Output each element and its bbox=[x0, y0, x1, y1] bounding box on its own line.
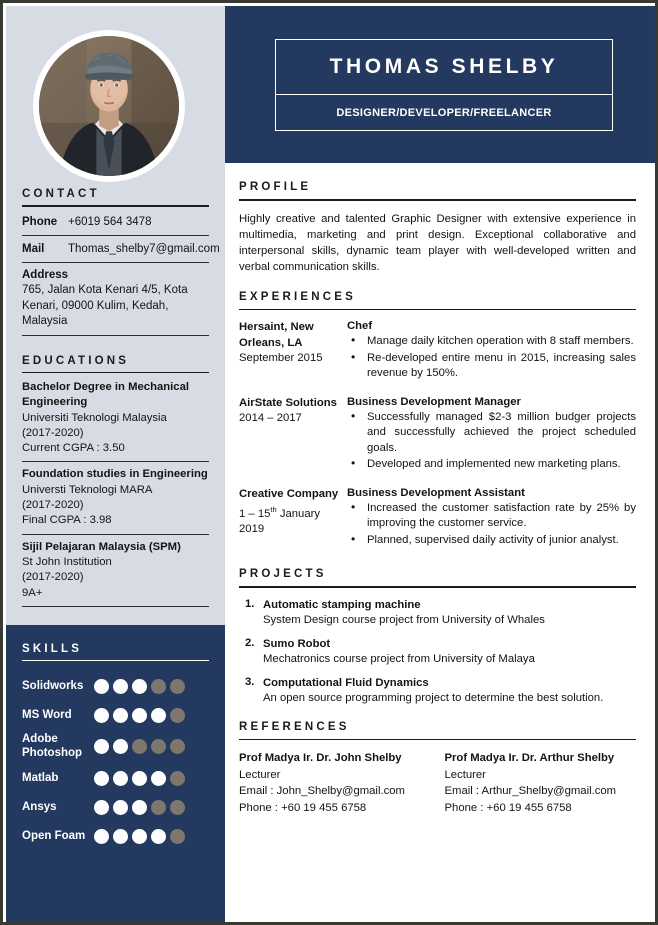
experience-company: Hersaint, New Orleans, LA bbox=[239, 321, 314, 349]
experience-item bbox=[239, 396, 636, 474]
main-content bbox=[225, 163, 658, 816]
skill-label: Solidworks bbox=[22, 679, 84, 692]
education-item bbox=[6, 540, 225, 601]
skill-dot bbox=[170, 708, 185, 723]
project-item bbox=[239, 637, 636, 668]
skills-panel bbox=[6, 625, 225, 925]
reference-item bbox=[445, 750, 637, 816]
skill-dot bbox=[113, 679, 128, 694]
reference-email: Email : John_Shelby@gmail.com bbox=[239, 785, 405, 798]
projects-divider bbox=[239, 586, 636, 588]
educations-heading: EDUCATIONS bbox=[22, 354, 130, 367]
job-role: DESIGNER/DEVELOPER/FREELANCER bbox=[336, 107, 552, 119]
mail-label: Mail bbox=[22, 242, 45, 255]
experience-item bbox=[239, 320, 636, 383]
education-title: Bachelor Degree in Mechanical Engineering bbox=[22, 381, 190, 409]
address-line-2: Kenari, 09000 Kulim, Kedah, Malaysia bbox=[22, 299, 169, 327]
contact-phone-row bbox=[6, 214, 225, 230]
project-number: 1. bbox=[245, 597, 255, 610]
experiences-divider bbox=[239, 309, 636, 311]
experience-bullet: • Re-developed entire menu in 2015, increasing sales revenue by 150%. bbox=[347, 351, 636, 382]
skill-label: Open Foam bbox=[22, 829, 86, 842]
skill-row bbox=[6, 704, 225, 726]
phone-value: +6019 564 3478 bbox=[68, 215, 152, 228]
skill-rating bbox=[94, 800, 185, 815]
education-title: Foundation studies in Engineering bbox=[22, 468, 208, 481]
contact-divider-2 bbox=[22, 262, 209, 263]
project-description: An open source programming project to determine the best solution. bbox=[263, 692, 604, 705]
contact-divider-3 bbox=[22, 335, 209, 336]
skill-dot bbox=[132, 800, 147, 815]
project-title: Automatic stamping machine bbox=[263, 598, 421, 611]
education-item bbox=[6, 380, 225, 456]
contact-divider-1 bbox=[22, 235, 209, 236]
education-school: Universiti Teknologi Malaysia bbox=[22, 411, 167, 424]
skill-dot bbox=[113, 708, 128, 723]
contact-divider bbox=[22, 205, 209, 207]
experience-bullets bbox=[347, 334, 636, 382]
skill-dot bbox=[151, 800, 166, 815]
skill-dot bbox=[170, 829, 185, 844]
experiences-heading: EXPERIENCES bbox=[239, 290, 357, 303]
skill-row bbox=[6, 767, 225, 789]
experience-bullets bbox=[347, 501, 636, 549]
skill-dot bbox=[170, 800, 185, 815]
profile-divider bbox=[239, 199, 636, 201]
reference-name: Prof Madya Ir. Dr. Arthur Shelby bbox=[444, 752, 615, 765]
skills-list bbox=[6, 675, 225, 847]
skill-dot bbox=[132, 739, 147, 754]
education-grade: 9A+ bbox=[22, 586, 43, 599]
skill-dot bbox=[132, 679, 147, 694]
reference-role: Lecturer bbox=[444, 768, 486, 781]
experience-bullets bbox=[347, 410, 636, 473]
skill-row bbox=[6, 796, 225, 818]
mail-value: Thomas_shelby7@gmail.com bbox=[68, 242, 220, 255]
reference-email: Email : Arthur_Shelby@gmail.com bbox=[444, 785, 617, 798]
education-divider-1 bbox=[22, 461, 209, 462]
skill-dot bbox=[94, 829, 109, 844]
skill-row bbox=[6, 825, 225, 847]
skill-dot bbox=[94, 800, 109, 815]
experience-title: Chef bbox=[347, 320, 373, 333]
experience-dates: 1 – 15th January 2019 bbox=[239, 505, 321, 536]
portrait-illustration bbox=[39, 36, 179, 176]
reference-role: Lecturer bbox=[239, 768, 281, 781]
education-divider-3 bbox=[22, 606, 209, 607]
experience-title: Business Development Assistant bbox=[347, 486, 525, 499]
avatar bbox=[33, 30, 185, 182]
contact-address-row bbox=[6, 268, 225, 330]
skill-dot bbox=[170, 771, 185, 786]
skill-dot bbox=[151, 708, 166, 723]
project-number: 3. bbox=[245, 675, 255, 688]
skill-label: MS Word bbox=[22, 708, 72, 721]
education-years: (2017-2020) bbox=[22, 426, 84, 439]
experience-meta bbox=[239, 487, 347, 550]
header-banner bbox=[225, 6, 658, 163]
skill-dot bbox=[151, 829, 166, 844]
education-school: Universti Teknologi MARA bbox=[22, 483, 153, 496]
address-line-1: 765, Jalan Kota Kenari 4/5, Kota bbox=[22, 284, 188, 296]
education-divider-2 bbox=[22, 534, 209, 535]
project-body bbox=[263, 676, 636, 707]
project-body bbox=[263, 637, 636, 668]
address-label: Address bbox=[22, 268, 69, 281]
experience-bullet: • Planned, supervised daily activity of junior analyst. bbox=[347, 533, 636, 549]
skill-rating bbox=[94, 739, 185, 754]
project-description: System Design course project from University of Whales bbox=[263, 614, 545, 627]
experience-body bbox=[347, 487, 636, 550]
education-grade: Current CGPA : 3.50 bbox=[22, 442, 125, 455]
experience-dates: 2014 – 2017 bbox=[239, 412, 302, 425]
skill-dot bbox=[170, 739, 185, 754]
experience-body bbox=[347, 320, 636, 383]
skills-divider bbox=[22, 660, 209, 661]
education-years: (2017-2020) bbox=[22, 499, 84, 512]
skill-dot bbox=[170, 679, 185, 694]
skill-dot bbox=[94, 679, 109, 694]
profile-text: Highly creative and talented Graphic Designer with extensive experience in multimedia, marketing and print design. Exceptional collaborative and interpersonal skills, dynamic team player with well-developed written and verbal communication skills. bbox=[239, 212, 636, 273]
phone-label: Phone bbox=[22, 215, 58, 228]
skill-dot bbox=[94, 771, 109, 786]
references-heading: REFERENCES bbox=[239, 720, 350, 733]
experience-title: Business Development Manager bbox=[347, 395, 521, 408]
skill-dot bbox=[151, 739, 166, 754]
skill-dot bbox=[132, 829, 147, 844]
skill-dot bbox=[113, 829, 128, 844]
projects-heading: PROJECTS bbox=[239, 568, 327, 581]
references-list bbox=[239, 750, 636, 816]
education-item bbox=[6, 467, 225, 528]
experience-company: AirState Solutions bbox=[239, 396, 337, 409]
experience-meta bbox=[239, 320, 347, 383]
contact-mail-row bbox=[6, 241, 225, 257]
skill-row bbox=[6, 675, 225, 697]
reference-item bbox=[239, 750, 431, 816]
project-title: Sumo Robot bbox=[263, 637, 331, 650]
skill-dot bbox=[132, 708, 147, 723]
skill-dot bbox=[132, 771, 147, 786]
experience-bullet: • Manage daily kitchen operation with 8 staff members. bbox=[347, 334, 636, 350]
skill-dot bbox=[113, 771, 128, 786]
experience-meta bbox=[239, 396, 347, 474]
reference-name: Prof Madya Ir. Dr. John Shelby bbox=[239, 752, 402, 765]
project-body bbox=[263, 598, 636, 629]
contact-heading: CONTACT bbox=[22, 188, 100, 200]
projects-list bbox=[239, 598, 636, 707]
experience-item bbox=[239, 487, 636, 550]
skill-rating bbox=[94, 829, 185, 844]
page-title: THOMAS SHELBY bbox=[276, 40, 612, 95]
skill-dot bbox=[94, 739, 109, 754]
profile-heading: PROFILE bbox=[239, 181, 312, 193]
skill-rating bbox=[94, 679, 185, 694]
skill-rating bbox=[94, 771, 185, 786]
skill-dot bbox=[94, 708, 109, 723]
skill-dot bbox=[113, 739, 128, 754]
reference-phone: Phone : +60 19 455 6758 bbox=[239, 801, 367, 814]
skills-heading: SKILLS bbox=[22, 643, 83, 655]
skill-rating bbox=[94, 708, 185, 723]
experience-bullet: • Increased the customer satisfaction rate by 25% by improving the customer service. bbox=[347, 501, 636, 532]
skill-label: Ansys bbox=[22, 800, 57, 813]
experiences-list bbox=[239, 320, 636, 549]
skill-dot bbox=[151, 679, 166, 694]
project-item bbox=[239, 598, 636, 629]
experience-dates: September 2015 bbox=[239, 352, 323, 365]
reference-phone: Phone : +60 19 455 6758 bbox=[444, 801, 572, 814]
education-years: (2017-2020) bbox=[22, 571, 84, 584]
skill-dot bbox=[113, 800, 128, 815]
education-grade: Final CGPA : 3.98 bbox=[22, 514, 112, 527]
project-description: Mechatronics course project from University of Malaya bbox=[263, 653, 535, 666]
skill-row bbox=[6, 733, 225, 760]
project-number: 2. bbox=[245, 636, 255, 649]
experience-bullet: • Successfully managed $2-3 million budger projects and successfully achieved the project scheduled goals. bbox=[347, 410, 636, 457]
experience-company: Creative Company bbox=[239, 487, 339, 500]
experience-body bbox=[347, 396, 636, 474]
references-divider bbox=[239, 739, 636, 741]
name-box bbox=[275, 39, 613, 131]
educations-divider bbox=[22, 372, 209, 374]
profile-photo bbox=[39, 36, 179, 176]
skill-label: Adobe Photoshop bbox=[22, 733, 83, 759]
experience-bullet: • Developed and implemented new marketing plans. bbox=[347, 457, 636, 473]
skill-dot bbox=[151, 771, 166, 786]
project-item bbox=[239, 676, 636, 707]
education-title: Sijil Pelajaran Malaysia (SPM) bbox=[22, 540, 181, 553]
sidebar-content bbox=[6, 188, 225, 612]
education-school: St John Institution bbox=[22, 555, 112, 568]
project-title: Computational Fluid Dynamics bbox=[263, 676, 429, 689]
skill-label: Matlab bbox=[22, 771, 59, 784]
